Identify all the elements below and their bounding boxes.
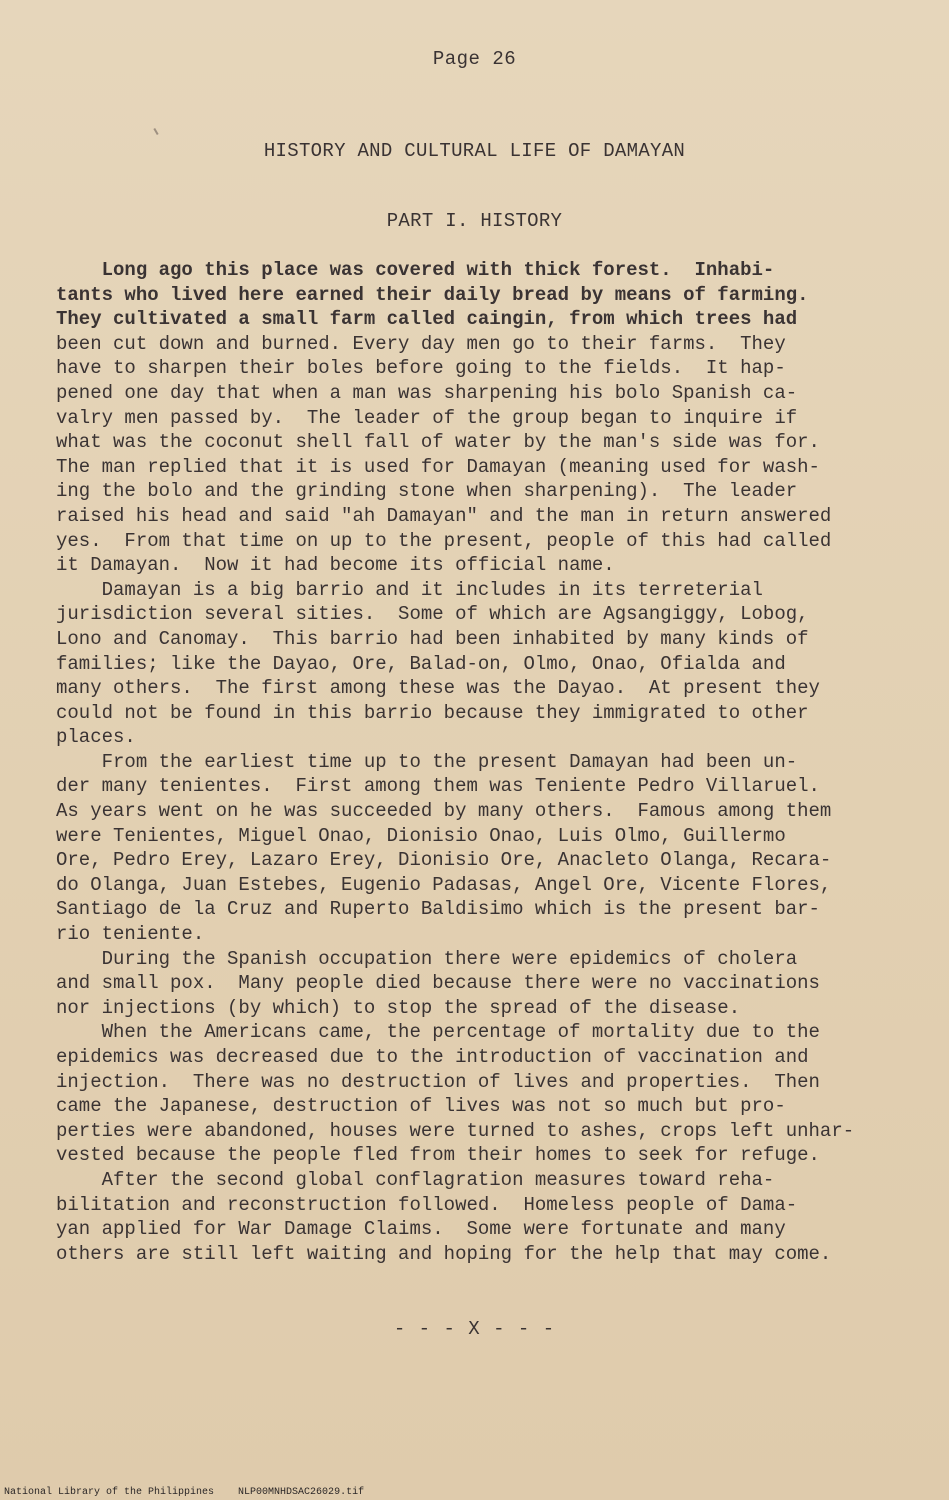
text-line: pened one day that when a man was sharpening his bolo Spanish ca- [56,381,798,404]
text-line: do Olanga, Juan Estebes, Eugenio Padasas, Angel Ore, Vicente Flores, [56,873,832,896]
text-line: The man replied that it is used for Damayan (meaning used for wash- [56,455,820,478]
text-line: what was the coconut shell fall of water by the man's side was for. [56,431,820,454]
text-line: it Damayan. Now it had become its official name. [56,554,615,577]
part-heading: PART I. HISTORY [386,210,563,232]
text-line: vested because the people fled from their homes to seek for refuge. [56,1144,820,1167]
text-line: valry men passed by. The leader of the group began to inquire if [56,406,798,429]
text-line: From the earliest time up to the present Damayan had been un- [56,750,798,773]
text-line: Santiago de la Cruz and Ruperto Baldisimo which is the present bar- [56,898,820,921]
text-line: rio teniente. [56,923,205,946]
text-line: der many tenientes. First among them was Teniente Pedro Villaruel. [56,775,820,798]
text-line: They cultivated a small farm called caingin, from which trees had [56,308,798,331]
text-line: As years went on he was succeeded by many others. Famous among them [56,800,832,823]
text-line: others are still left waiting and hoping for the help that may come. [56,1242,832,1265]
text-line: places. [56,726,136,749]
text-line: During the Spanish occupation there were epidemics of cholera [56,947,798,970]
text-line: were Tenientes, Miguel Onao, Dionisio Onao, Luis Olmo, Guillermo [56,824,786,847]
text-line: nor injections (by which) to stop the spread of the disease. [56,996,741,1019]
text-line: When the Americans came, the percentage of mortality due to the [56,1021,820,1044]
text-line: Damayan is a big barrio and it includes in its terreterial [56,578,763,601]
end-separator: - - - X - - - [393,1318,556,1340]
text-line: ing the bolo and the grinding stone when sharpening). The leader [56,480,798,503]
text-line: have to sharpen their boles before going to the fields. It hap- [56,357,786,380]
text-line: yes. From that time on up to the present, people of this had called [56,529,832,552]
page-number: Page 26 [432,48,517,70]
text-line: bilitation and reconstruction followed. Homeless people of Dama- [56,1193,798,1216]
text-line: could not be found in this barrio because they immigrated to other [56,701,809,724]
text-line: tants who lived here earned their daily bread by means of farming. [56,283,809,306]
text-line: Lono and Canomay. This barrio had been inhabited by many kinds of [56,627,809,650]
text-line: and small pox. Many people died because there were no vaccinations [56,972,820,995]
text-line: came the Japanese, destruction of lives was not so much but pro- [56,1095,786,1118]
text-line: been cut down and burned. Every day men go to their farms. They [56,332,786,355]
scan-footer [4,1487,364,1498]
text-line: injection. There was no destruction of lives and properties. Then [56,1070,820,1093]
library-credit: National Library of the Philippines [4,1487,215,1498]
text-line: jurisdiction several sities. Some of which are Agsangiggy, Lobog, [56,603,809,626]
scan-filename: NLP00MNHDSAC26029.tif [238,1487,365,1498]
text-line: perties were abandoned, houses were turned to ashes, crops left unhar- [56,1119,855,1142]
text-line: raised his head and said "ah Damayan" and the man in return answered [56,504,832,527]
text-line: many others. The first among these was the Dayao. At present they [56,677,820,700]
document-title: HISTORY AND CULTURAL LIFE OF DAMAYAN [263,140,686,162]
text-line: After the second global conflagration measures toward reha- [56,1168,775,1191]
text-line: epidemics was decreased due to the introduction of vaccination and [56,1046,809,1068]
text-line: Long ago this place was covered with thick forest. Inhabi- [56,259,775,281]
text-line: families; like the Dayao, Ore, Balad-on, Olmo, Onao, Ofialda and [56,652,786,675]
text-line: yan applied for War Damage Claims. Some were fortunate and many [56,1218,786,1241]
text-line: Ore, Pedro Erey, Lazaro Erey, Dionisio Ore, Anacleto Olanga, Recara- [56,849,832,872]
body-text [56,258,896,1266]
paper-speck [153,128,158,135]
